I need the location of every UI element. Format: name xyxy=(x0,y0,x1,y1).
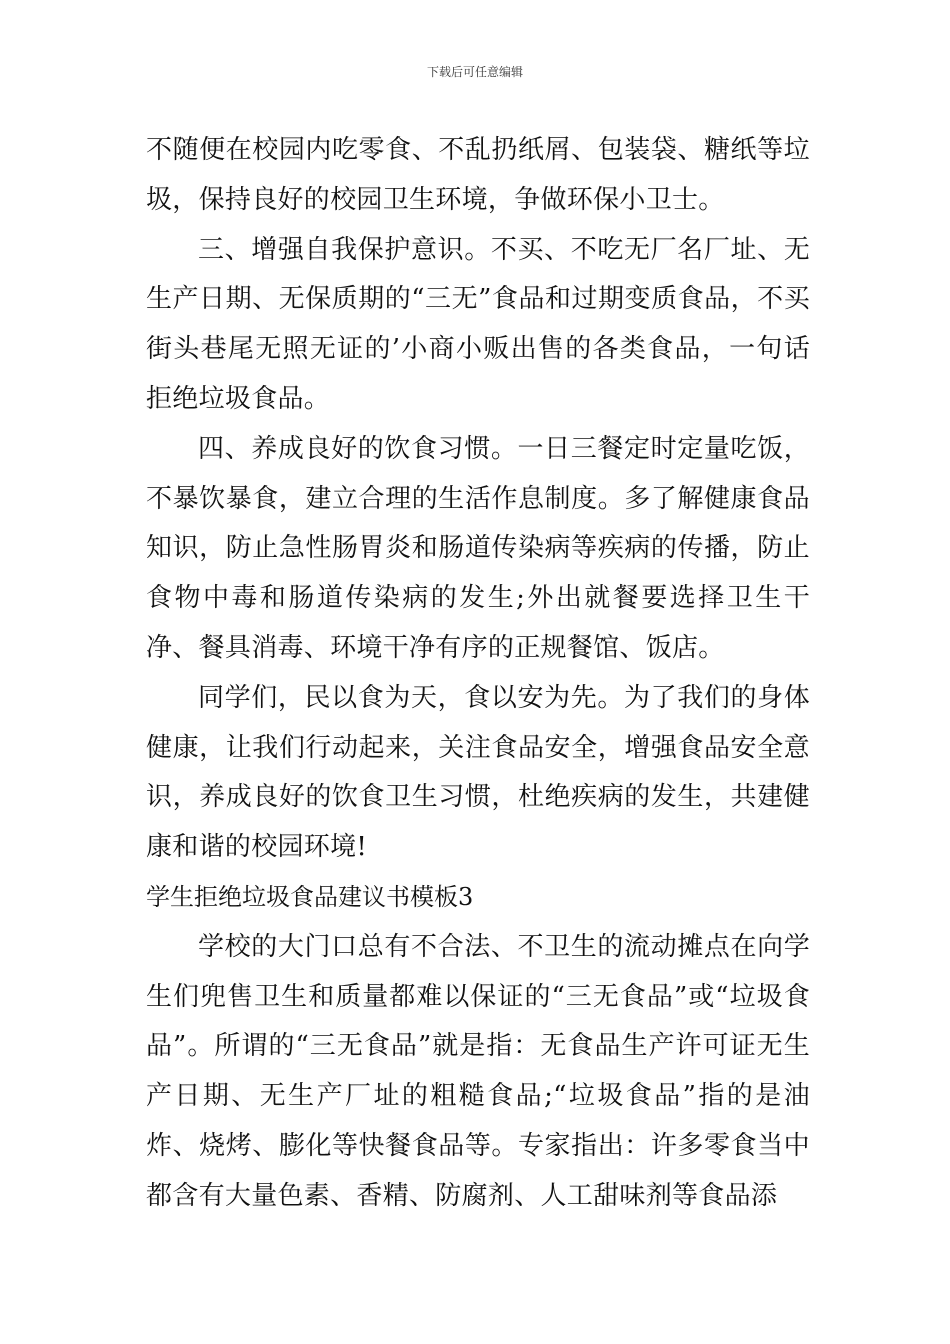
document-body xyxy=(146,126,810,1222)
page-header: 下载后可任意编辑 xyxy=(426,65,523,79)
section-title: 学生拒绝垃圾食品建议书模板3 xyxy=(146,882,474,911)
paragraph-eating-habits: 四、养成良好的饮食习惯。一日三餐定时定量吃饭，不暴饮暴食，建立合理的生活作息制度。多了解健康食品知识，防止急性肠胃炎和肠道传染病等疾病的传播，防止食物中毒和肠道传染病的发生;外出就餐要选择卫生干净、餐具消毒、环境干净有序的正规餐馆、饭店。 xyxy=(146,433,810,663)
paragraph-self-protection: 三、增强自我保护意识。不买、不吃无厂名厂址、无生产日期、无保质期的“三无”食品和过期变质食品，不买街头巷尾无照无证的’小商小贩出售的各类食品，一句话拒绝垃圾食品。 xyxy=(146,234,810,414)
paragraph-continuation: 不随便在校园内吃零食、不乱扔纸屑、包装袋、糖纸等垃圾，保持良好的校园卫生环境，争做环保小卫士。 xyxy=(146,135,810,215)
paragraph-closing: 同学们，民以食为天，食以安为先。为了我们的身体健康，让我们行动起来，关注食品安全，增强食品安全意识，养成良好的饮食卫生习惯，杜绝疾病的发生，共建健康和谐的校园环境! xyxy=(146,682,810,863)
paragraph-school-gate: 学校的大门口总有不合法、不卫生的流动摊点在向学生们兜售卫生和质量都难以保证的“三无食品”或“垃圾食品”。所谓的“三无食品”就是指：无食品生产许可证无生产日期、无生产厂址的粗糙食品;“垃圾食品”指的是油炸、烧烤、膨化等快餐食品等。专家指出：许多零食当中都含有大量色素、香精、防腐剂、人工甜味剂等食品添 xyxy=(146,931,810,1211)
